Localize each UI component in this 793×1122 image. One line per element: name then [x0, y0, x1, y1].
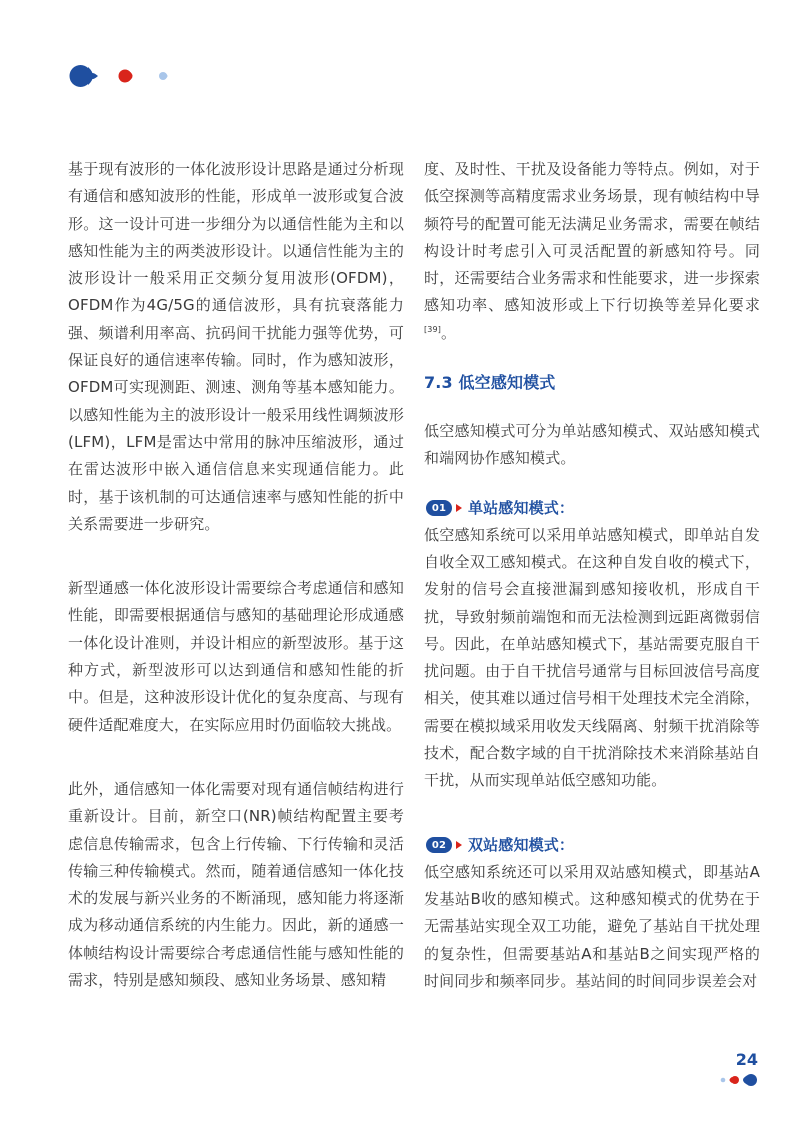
citation-ref: [39] [424, 324, 442, 334]
paragraph-bistatic: 低空感知系统还可以采用双站感知模式，即基站A发基站B收的感知模式。这种感知模式的优势在于无需基站实现全双工功能，避免了基站自干扰处理的复杂性，但需要基站A和基站B之间实现严格的时间同步和频率同步。基站间的时间同步误差会对 [424, 862, 760, 990]
paragraph-sensing-modes-intro: 低空感知模式可分为单站感知模式、双站感知模式和端网协作感知模式。 [424, 422, 760, 468]
right-column [424, 156, 760, 995]
arrow-icon [456, 504, 462, 512]
paragraph-new-waveform: 新型通感一体化波形设计需要综合考虑通信和感知性能，即需要根据通信与感知的基础理论形成通感一体化设计准则，并设计相应的新型波形。基于这种方式，新型波形可以达到通信和感知性能的折中。但是，这种波形设计优化的复杂度高、与现有硬件适配难度大，在实际应用时仍面临较大挑战。 [68, 579, 404, 734]
subsection-heading-bistatic [424, 832, 760, 859]
paragraph-waveform-design: 基于现有波形的一体化波形设计思路是通过分析现有通信和感知波形的性能，形成单一波形或复合波形。这一设计可进一步细分为以通信性能为主和以感知性能为主的两类波形设计。以通信性能为主的波形设计一般采用正交频分复用波形(OFDM)，OFDM作为4G/5G的通信波形，具有抗衰落能力强、频谱利用率高、抗码间干扰能力强等优势，可保证良好的通信速率传输。同时，作为感知波形，OFDM可实现测距、测速、测角等基本感知能力。以感知性能为主的波形设计一般采用线性调频波形(LFM)，LFM是雷达中常用的脉冲压缩波形，通过在雷达波形中嵌入通信信息来实现通信能力。此时，基于该机制的可达通信速率与感知性能的折中关系需要进一步研究。 [68, 160, 404, 533]
subsection-title: 单站感知模式： [468, 498, 575, 517]
paragraph-frame-structure-continued: 度、及时性、干扰及设备能力等特点。例如，对于低空探测等高精度需求业务场景，现有帧结构中导频符号的配置可能无法满足业务需求，需要在帧结构设计时考虑引入可灵活配置的新感知符号。同时，还需要结合业务需求和性能要求，进一步探索感知功率、感知波形或上下行切换等差异化要求[39]。 [424, 160, 760, 342]
section-title: 7.3 低空感知模式 [424, 373, 556, 393]
number-badge: 02 [426, 837, 452, 853]
subsection-heading-monostatic [424, 495, 760, 522]
paragraph-monostatic: 低空感知系统可以采用单站感知模式，即单站自发自收全双工感知模式。在这种自发自收的模式下，发射的信号会直接泄漏到感知接收机，形成自干扰，导致射频前端饱和而无法检测到远距离微弱信号。因此，在单站感知模式下，基站需要克服自干扰问题。由于自干扰信号通常与目标回波信号高度相关，使其难以通过信号相干处理技术完全消除，需要在模拟域采用收发天线隔离、射频干扰消除等技术，配合数字域的自干扰消除技术来消除基站自干扰，从而实现单站低空感知功能。 [424, 525, 760, 790]
decorative-droplets-icon [68, 64, 188, 88]
left-column [68, 156, 404, 994]
arrow-icon [456, 841, 462, 849]
paragraph-frame-structure: 此外，通信感知一体化需要对现有通信帧结构进行重新设计。目前，新空口(NR)帧结构配置主要考虑信息传输需求，包含上行传输、下行传输和灵活传输三种传输模式。然而，随着通信感知一体化技术的发展与新兴业务的不断涌现，感知能力将逐渐成为移动通信系统的内生能力。因此，新的通感一体帧结构设计需要综合考虑通信性能与感知性能的需求，特别是感知频段、感知业务场景、感知精 [68, 779, 404, 990]
decorative-droplets-icon [718, 1073, 760, 1087]
subsection-title: 双站感知模式： [468, 835, 575, 854]
page-number: 24 [735, 1050, 758, 1069]
number-badge: 01 [426, 500, 452, 516]
